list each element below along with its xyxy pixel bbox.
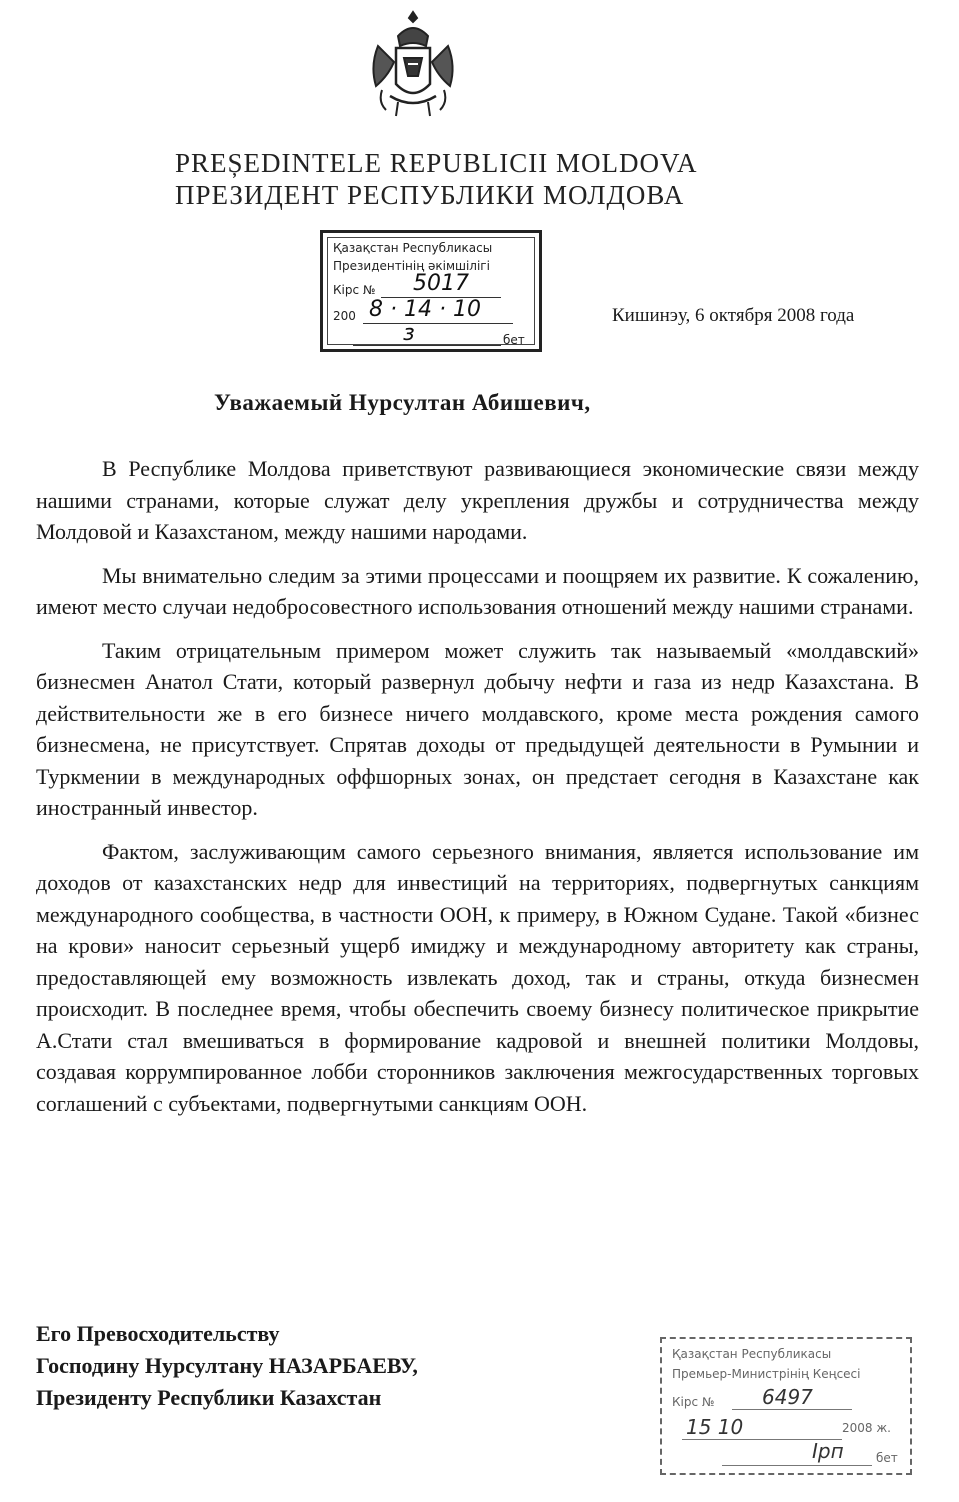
stamp-kirs-number: 5017	[413, 271, 469, 296]
letter-date: Кишинэу, 6 октября 2008 года	[612, 305, 855, 326]
addressee-line: Президенту Республики Казахстан	[36, 1385, 382, 1410]
stamp-kirs-label: Кірс №	[333, 283, 376, 297]
incoming-registration-stamp	[320, 230, 542, 352]
stamp-year-prefix: 200	[333, 309, 356, 323]
paragraph: В Республике Молдова приветствуют развивающиеся экономические связи между нашими странами, которые служат делу укрепления дружбы и сотрудничества между Молдовой и Казахстаном, между нашими народами.	[36, 456, 919, 544]
paragraph: Фактом, заслуживающим самого серьезного внимания, является использование им доходов от казахстанских недр для инвестиций на территориях, подвергнутых санкциям международного сообщества, в частности ООН, к примеру, в Южном Судане. Такой «бизнес на крови» наносит серьезный ущерб имиджу и международному авторитету как страны, предоставляющей ему возможность извлекать доход, так и страны, откуда бизнесмен происходит. В последнее время, чтобы обеспечить своему бизнесу политическое прикрытие А.Стати стал вмешиваться в формирование кадровой и внешней политики Молдовы, создавая коррумпированное лобби сторонников заключения межгосударственных торговых соглашений с субъектами, подвергнутыми санкциям ООН.	[36, 838, 919, 1116]
stamp-bet-label: бет	[503, 333, 525, 347]
addressee-line: Господину Нурсултану НАЗАРБАЕВУ,	[36, 1353, 418, 1378]
letter-body	[36, 453, 919, 1131]
header-title-russian: ПРЕЗИДЕНТ РЕСПУБЛИКИ МОЛДОВА	[175, 180, 685, 210]
stamp-org-line-2: Премьер-Министрінің Кеңсесі	[672, 1367, 861, 1381]
salutation: Уважаемый Нурсултан Абишевич,	[214, 390, 591, 415]
addressee-block	[36, 1318, 418, 1414]
header-title-romanian: PREȘEDINTELE REPUBLICII MOLDOVA	[175, 148, 698, 178]
stamp-signature: Ірп	[812, 1439, 844, 1463]
paragraph: Мы внимательно следим за этими процессами и поощряем их развитие. К сожалению, имеют место случаи недобросовестного использования отношений между нашими странами.	[36, 562, 919, 619]
stamp-org-line-1: Қазақстан Республикасы	[333, 241, 493, 255]
moldova-coat-of-arms-icon	[368, 6, 458, 120]
stamp-date-handwritten: 15 10	[686, 1415, 744, 1439]
stamp-kirs-number: 6497	[762, 1385, 813, 1409]
stamp-bet-label: бет	[876, 1451, 898, 1465]
stamp-org-line-1: Қазақстан Республикасы	[672, 1347, 832, 1361]
stamp-year-suffix: 2008 ж.	[842, 1421, 891, 1435]
addressee-line: Его Превосходительству	[36, 1321, 280, 1346]
stamp-signature: з	[403, 321, 415, 346]
office-registration-stamp	[660, 1337, 912, 1475]
stamp-date-handwritten: 8 · 14 · 10	[369, 297, 481, 322]
stamp-org-line-2: Президентінің әкімшілігі	[333, 259, 490, 273]
paragraph: Таким отрицательным примером может служить так называемый «молдавский» бизнесмен Анатол Стати, который развернул добычу нефти и газа из недр Казахстана. В действительности же в его бизнесе ничего молдавского, кроме места рождения самого бизнесмена, не присутствует. Спрятав доходы от предыдущей деятельности в Румынии и Туркмении в международных оффшорных зонах, он предстает сегодня в Казахстане как иностранный инвестор.	[36, 637, 919, 820]
stamp-kirs-label: Кірс №	[672, 1395, 715, 1409]
